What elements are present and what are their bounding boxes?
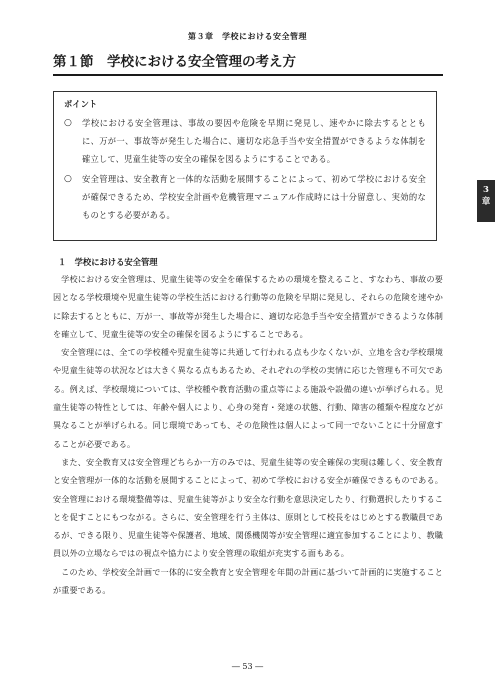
point-item-text: 学校における安全管理は、事故の要因や危険を早期に発見し、速やかに除去するとともに、万が一、事故等が発生した場合に、適切な応急手当や安全措置ができるような体制を確立して、児童生徒等の安全の確保を図るようにすることである。 bbox=[82, 118, 426, 164]
point-box-label: ポイント bbox=[64, 99, 98, 109]
circle-bullet-icon: ○ bbox=[64, 174, 72, 184]
chapter-side-tab bbox=[477, 180, 495, 222]
running-head: 第３章 学校における安全管理 bbox=[188, 31, 307, 41]
circle-bullet-icon: ○ bbox=[64, 118, 72, 128]
body-text bbox=[53, 270, 443, 599]
body-paragraph: 学校における安全管理は、児童生徒等の安全を確保するための環境を整えること、すなわち、事故の要因となる学校環境や児童生徒等の学校生活における行動等の危険を早期に発見し、それらの危険を速やかに除去するとともに、万が一、事故等が発生した場合に、適切な応急手当や安全措置ができるような体制を確立して、児童生徒等の安全の確保を図るようにすることである。 bbox=[53, 274, 443, 339]
chapter-tab-label: 章 bbox=[481, 197, 491, 207]
point-box bbox=[53, 91, 437, 241]
body-paragraph: このため、学校安全計画で一体的に安全教育と安全管理を年間の計画に基づいて計画的に実施することが重要である。 bbox=[53, 566, 443, 596]
chapter-tab-number: 3 bbox=[483, 185, 489, 195]
page-number: ― 53 ― bbox=[231, 662, 264, 671]
body-paragraph: また、安全教育又は安全管理どちらか一方のみでは、児童生徒等の安全確保の実現は難しく、安全教育と安全管理が一体的な活動を展開することによって、初めて学校における安全が確保できるものである。安全管理における環境整備等は、児童生徒等がより安全な行動を意思決定したり、行動選択したりすることを促すことにもつながる。さらに、安全管理を行う主体は、原則として校長をはじめとする教職員であるが、できる限り、児童生徒等や保護者、地域、関係機関等が安全管理に適宜参加することにより、教職員以外の立場ならではの視点や協力により安全管理の取組が充実する面もある。 bbox=[53, 456, 443, 559]
section-title: 第１節 学校における安全管理の考え方 bbox=[53, 53, 443, 76]
subheading: １ 学校における安全管理 bbox=[58, 257, 158, 267]
point-item bbox=[64, 170, 426, 224]
point-item-text: 安全管理は、安全教育と一体的な活動を展開することによって、初めて学校における安全が確保できるため、学校安全計画や危機管理マニュアル作成時には十分留意し、実効的なものとする必要がある。 bbox=[82, 174, 426, 220]
point-item bbox=[64, 114, 426, 168]
body-paragraph: 安全管理には、全ての学校種や児童生徒等に共通して行われる点も少なくないが、立地を含む学校環境や児童生徒等の状況などは大きく異なる点もあるため、それぞれの学校の実情に応じた管理も不可欠である。例えば、学校環境については、学校種や教育活動の重点等による施設や設備の違いが挙げられる。児童生徒等の特性としては、年齢や個人により、心身の発育・発達の状態、行動、障害の種類や程度などが異なることが挙げられる。同じ環境であっても、その危険性は個人によって同一でないことに十分留意することが必要である。 bbox=[53, 347, 443, 449]
